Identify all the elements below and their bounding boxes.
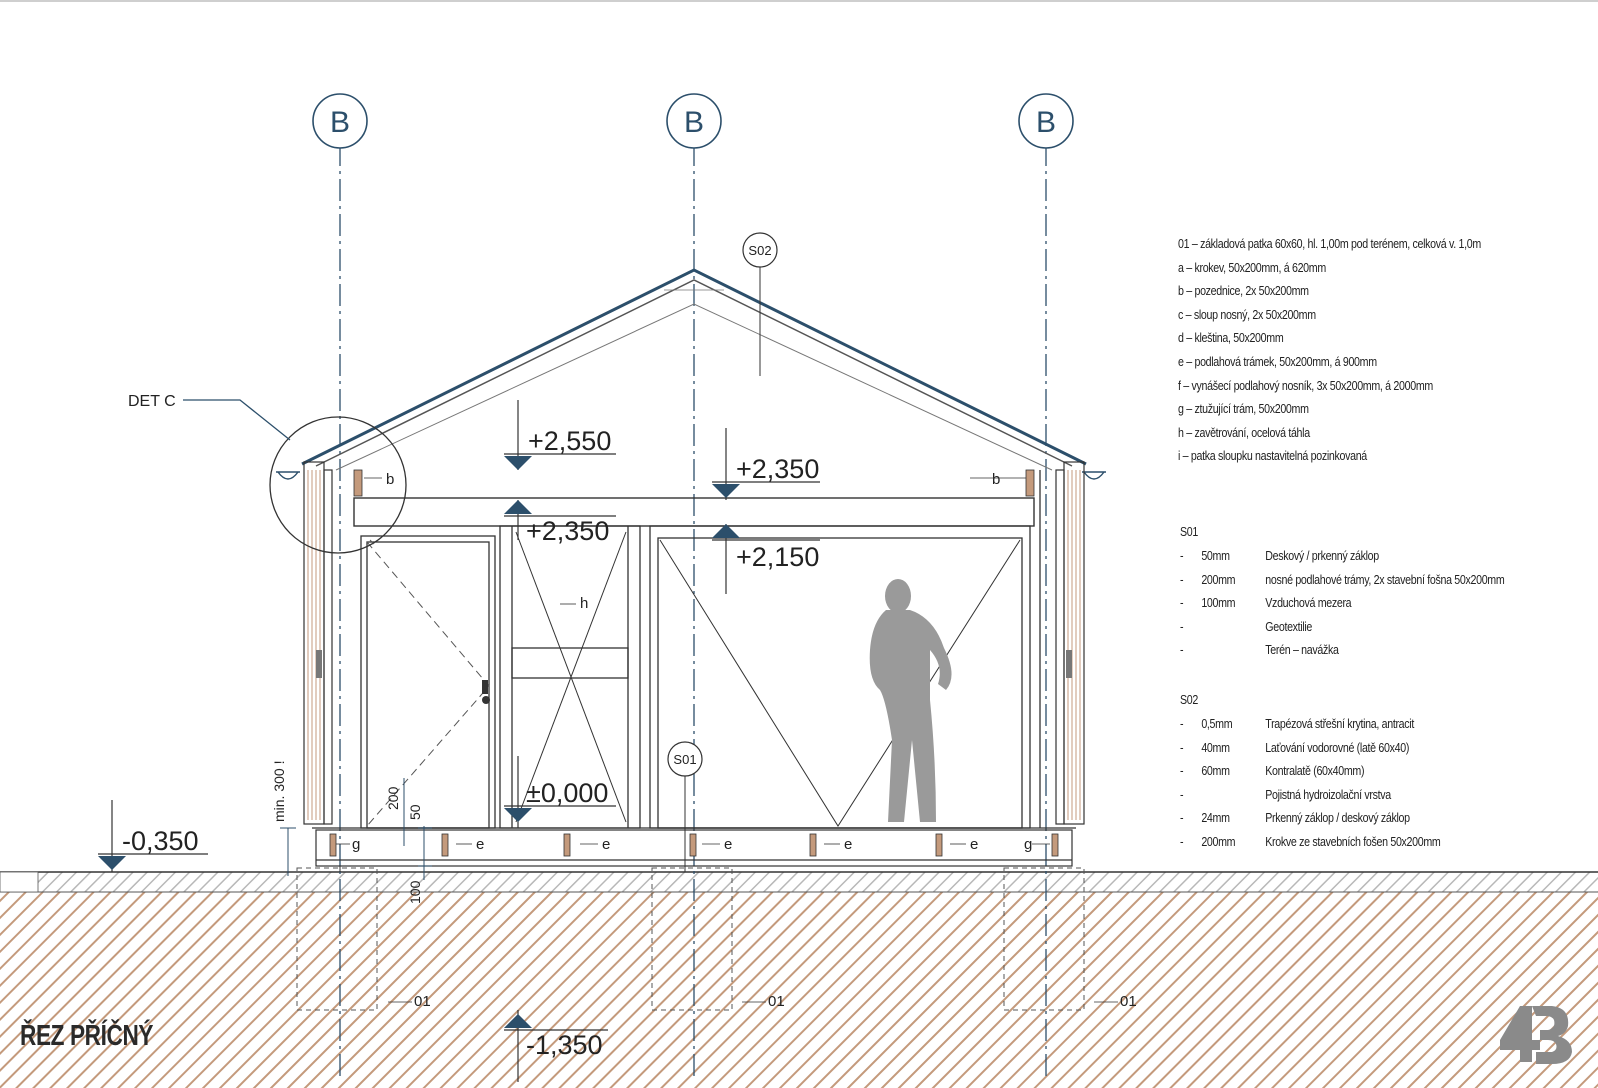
drawing-title: ŘEZ PŘÍČNÝ	[20, 1020, 154, 1052]
tag-b-right: b	[992, 471, 1001, 488]
legend-item: a – krokev, 50x200mm, á 620mm	[1178, 259, 1326, 275]
detail-callout-label: DET C	[128, 393, 176, 410]
ground-fill	[0, 892, 1598, 1088]
tag-e-5: e	[970, 836, 979, 853]
spec-dash: -	[1180, 548, 1184, 563]
legend-item: b – pozednice, 2x 50x200mm	[1178, 283, 1309, 299]
spec-s01	[1180, 520, 1505, 662]
spec-description: Geotextilie	[1265, 618, 1313, 634]
tag-e-3: e	[724, 836, 733, 853]
spec-description: Deskový / prkenný záklop	[1265, 548, 1379, 563]
spec-thickness: 200mm	[1201, 571, 1236, 587]
wall-plate-left	[354, 470, 362, 496]
spec-description: Krokve ze stavebních fošen 50x200mm	[1265, 833, 1441, 849]
tag-b-left: b	[386, 471, 395, 488]
tag-g-right: g	[1024, 836, 1033, 853]
window-frame	[650, 526, 1030, 828]
level-terrain: -0,350	[122, 826, 199, 856]
spec-dash: -	[1180, 571, 1184, 587]
level-beam-right: +2,150	[736, 542, 820, 572]
door-swing-symbol	[367, 542, 489, 826]
level-ridge-beam: +2,550	[528, 426, 612, 456]
spec-dash: -	[1180, 716, 1184, 731]
member-legend	[1178, 232, 1481, 468]
grid-label-left: B	[329, 106, 351, 139]
spec-description: Laťování vodorovné (latě 60x40)	[1265, 739, 1410, 755]
tag-e-2: e	[602, 836, 611, 853]
spec-dash: -	[1180, 642, 1184, 658]
wall-plate-right	[1026, 470, 1034, 496]
door-leaf	[367, 542, 489, 828]
spec-thickness: 100mm	[1201, 595, 1236, 611]
tag-e-4: e	[844, 836, 853, 853]
legend-item: 01 – základová patka 60x60, hl. 1,00m pod terénem, celková v. 1,0m	[1178, 236, 1481, 251]
spec-s01-row	[1180, 638, 1339, 662]
spec-s02	[1180, 688, 1441, 854]
grid-label-right: B	[1035, 106, 1057, 139]
section-tag-floor: S01	[673, 752, 697, 767]
spec-description: Prkenný záklop / deskový záklop	[1265, 810, 1410, 826]
tag-h: h	[580, 595, 589, 612]
spec-thickness: 24mm	[1201, 810, 1230, 826]
level-footing-bottom: -1,350	[526, 1030, 603, 1060]
person-silhouette	[870, 579, 952, 822]
legend-item: e – podlahová trámek, 50x200mm, á 900mm	[1178, 353, 1377, 369]
spec-dash: -	[1180, 739, 1184, 755]
spec-s01-row	[1180, 568, 1505, 592]
wall-left-outer	[304, 462, 324, 824]
wall-left-inner	[324, 470, 332, 824]
spec-dash: -	[1180, 786, 1184, 802]
spec-dash: -	[1180, 618, 1184, 634]
tag-01-right: 01	[1120, 993, 1137, 1010]
dimension-min-clearance: min. 300 !	[271, 760, 287, 822]
spec-s02-title: S02	[1180, 692, 1198, 707]
dimension-100: 100	[407, 880, 423, 904]
spec-thickness: 50mm	[1201, 548, 1230, 563]
spec-s02-row	[1180, 759, 1365, 783]
dimension-50: 50	[407, 804, 423, 820]
detail-leader	[183, 400, 290, 440]
spec-s02-row	[1180, 712, 1414, 736]
tag-g-left: g	[352, 836, 361, 853]
wall-post-right-detail	[1066, 650, 1072, 678]
legend-item: i – patka sloupku nastavitelná pozinkovaná	[1178, 448, 1367, 464]
gutter-icon-left	[276, 472, 300, 479]
spec-dash: -	[1180, 763, 1184, 779]
legend-item: f – vynášecí podlahový nosník, 3x 50x200mm, á 2000mm	[1178, 377, 1433, 393]
tag-e-1: e	[476, 836, 485, 853]
spec-dash: -	[1180, 833, 1184, 849]
wall-right-outer	[1064, 462, 1084, 824]
spec-s02-row	[1180, 830, 1441, 854]
spec-s01-row	[1180, 591, 1352, 615]
spec-description: nosné podlahové trámy, 2x stavební fošna 50x200mm	[1265, 571, 1505, 587]
spec-thickness: 0,5mm	[1201, 716, 1233, 731]
legend-item: h – zavětrování, ocelová táhla	[1178, 424, 1310, 440]
spec-s02-row	[1180, 736, 1410, 760]
spec-s02-row	[1180, 806, 1410, 830]
spec-s02-row	[1180, 783, 1391, 807]
spec-description: Terén – navážka	[1265, 642, 1339, 658]
floor-joists	[330, 834, 1058, 856]
spec-description: Vzduchová mezera	[1265, 595, 1352, 611]
spec-thickness: 200mm	[1201, 833, 1236, 849]
legend-item: d – kleština, 50x200mm	[1178, 330, 1284, 346]
spec-thickness: 60mm	[1201, 763, 1230, 779]
section-tag-roof: S02	[748, 243, 772, 258]
spec-description: Pojistná hydroizolační vrstva	[1265, 786, 1391, 802]
terrain-notch	[0, 872, 38, 892]
level-floor: ±0,000	[526, 778, 609, 808]
tag-01-middle: 01	[768, 993, 785, 1010]
dimension-lines	[280, 778, 432, 880]
tag-01-left: 01	[414, 993, 431, 1010]
grid-label-middle: B	[683, 106, 705, 139]
level-eaves-right: +2,350	[736, 454, 820, 484]
spec-s01-row	[1180, 615, 1313, 639]
legend-item: c – sloup nosný, 2x 50x200mm	[1178, 306, 1316, 322]
wall-post-left-detail	[316, 650, 322, 678]
level-beam-left: +2,350	[526, 516, 610, 546]
gutter-icon-right	[1082, 472, 1106, 479]
window-opening-symbol	[660, 540, 1020, 826]
door-frame	[361, 536, 495, 828]
spec-dash: -	[1180, 810, 1184, 826]
spec-dash: -	[1180, 595, 1184, 611]
legend-item: g – ztužující trám, 50x200mm	[1178, 401, 1309, 417]
spec-thickness: 40mm	[1201, 739, 1230, 755]
spec-description: Trapézová střešní krytina, antracit	[1265, 716, 1414, 731]
wall-right-inner	[1056, 470, 1064, 824]
spec-s01-row	[1180, 544, 1379, 568]
window-inner	[658, 538, 1022, 828]
terrain-top-band	[0, 872, 1598, 892]
spec-s01-title: S01	[1180, 524, 1198, 539]
spec-description: Kontralatě (60x40mm)	[1265, 763, 1365, 779]
dimension-200: 200	[385, 786, 401, 810]
